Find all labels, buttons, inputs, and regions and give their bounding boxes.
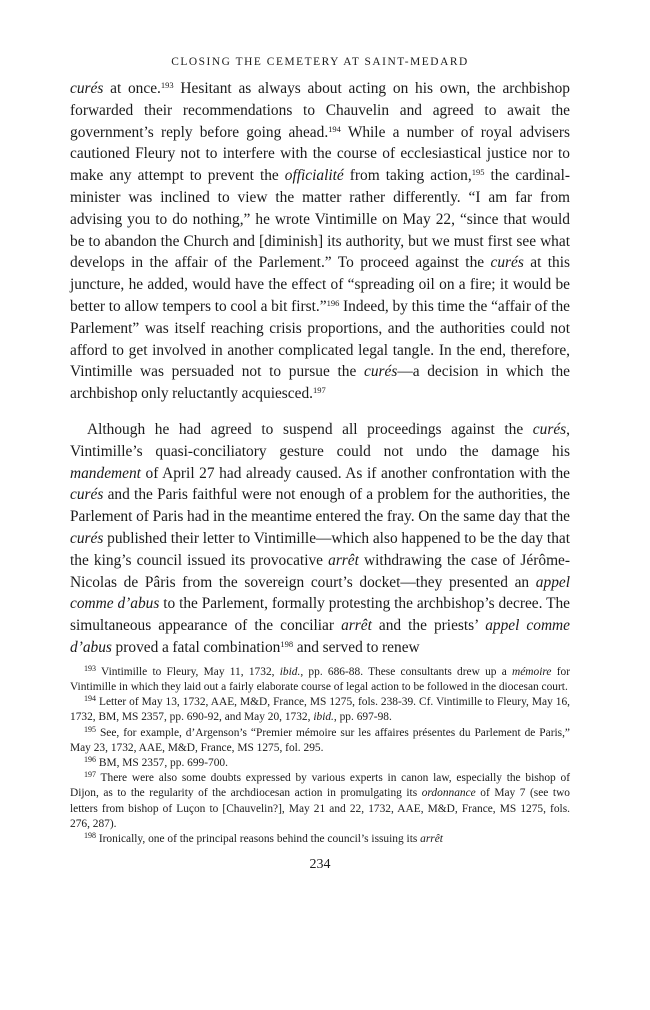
italic-term: curés xyxy=(532,420,567,438)
italic-term: curés xyxy=(70,80,104,97)
note-marker: 193 xyxy=(160,80,174,90)
italic-term: mandement xyxy=(70,464,141,482)
note-marker: 198 xyxy=(84,830,96,840)
note-marker: 196 xyxy=(326,297,340,308)
note-marker: 194 xyxy=(84,694,96,704)
note-marker: 198 xyxy=(280,638,294,649)
italic-term: appel comme d’abus xyxy=(70,573,570,613)
paragraph-1: curés at once.$^{193}$ Hesitant as always about acting on his own, the archbishop forwarded their recommendations to Chauvelin and agreed to await the government’s reply before going ahead.$^{194}$ While a number of royal advisers cautioned Fleury not to interfere with the course of ecclesiastical justice nor to make any attempt to prevent the officialité from taking action,$^{195}$ the cardinal-minister was inclined to view the matter rather differently. “I am far from advising you to do nothing,” he wrote Vintimille on May 22, “since that would be to abandon the Church and [diminish] its authority, but we must first see what develops in the affair of the Parlement.” To proceed against the curés at this juncture, he added, would have the effect of “spreading oil on a fire; it would be better to allow tempers to cool a bit first.”$^{196}$ Indeed, by this time the “affair of the Parlement” was itself reaching crisis proportions, and the authorities could not afford to get involved in another complicated legal tangle. In the end, therefore, Vintimille was persuaded not to pursue the curés—a decision in which the archbishop only reluctantly acquiesced.$^{197}$ xyxy=(70,80,571,403)
italic-term: ordonnance xyxy=(421,787,476,800)
note-marker: 197 xyxy=(313,385,326,396)
footnotes xyxy=(70,665,570,847)
footnote-195: $^{195}$ See, for example, d’Argenson’s “Premier mémoire sur les affaires présentes du Parlement de Paris,” May 23, 1732, AAE, M&D, France, MS 1275, fol. 295. xyxy=(70,724,570,754)
italic-term: curés xyxy=(490,254,524,272)
italic-term: officialité xyxy=(284,167,344,185)
note-marker: 195 xyxy=(471,167,485,178)
italic-term: arrêt xyxy=(341,617,372,635)
italic-term: curés xyxy=(70,486,104,504)
note-marker: 196 xyxy=(84,754,96,764)
italic-term: ibid. xyxy=(279,665,301,678)
italic-term: ibid. xyxy=(313,711,334,724)
paragraph-2: Although he had agreed to suspend all proceedings against the curés, Vintimille’s quasi-conciliatory gesture could not undo the damage his mandement of April 27 had already caused. As if another confrontation with the curés and the Paris faithful were not enough of a problem for the authorities, the Parlement of Paris had in the meantime entered the fray. On the same day that the curés published their letter to Vintimille—which also happened to be the day that the king’s council issued its provocative arrêt withdrawing the case of Jérôme-Nicolas de Pâris from the sovereign court’s docket—they presented an appel comme d’abus to the Parlement, formally protesting the archbishop’s decree. The simultaneous appearance of the conciliar arrêt and the priests’ appel comme d’abus proved a fatal combination$^{198}$ and served to renew xyxy=(70,420,571,656)
italic-term: appel comme d’abus xyxy=(70,617,571,656)
italic-term: mémoire xyxy=(512,665,552,678)
italic-term: curés xyxy=(70,529,104,547)
note-marker: 197 xyxy=(84,770,96,780)
page-number: 234 xyxy=(309,857,331,873)
note-marker: 195 xyxy=(84,724,96,734)
note-marker: 193 xyxy=(84,663,96,673)
footnote-197: $^{197}$ There were also some doubts expressed by various experts in canon law, especially the bishop of Dijon, as to the regularity of the archdiocesan action in promulgating its ordonnance of May 7 (see two letters from bishop of Luçon to [Chauvelin?], May 21 and 22, 1732, AAE, M&D, France, MS 1275, fols. 276, 287). xyxy=(70,770,570,830)
italic-term: curés xyxy=(363,363,398,381)
italic-term: arrêt xyxy=(420,832,443,845)
book-page xyxy=(70,52,570,873)
footnote-193: $^{193}$ Vintimille to Fleury, May 11, 1732, ibid., pp. 686-88. These consultants drew up a mémoire for Vintimille in which they laid out a fairly elaborate course of legal action to be followed in the diocesan court. xyxy=(70,663,570,693)
running-head: CLOSING THE CEMETERY AT SAINT-MEDARD xyxy=(171,56,469,68)
italic-term: arrêt xyxy=(328,551,359,569)
footnote-196: $^{196}$ BM, MS 2357, pp. 699-700. xyxy=(84,754,228,769)
footnote-198: $^{198}$ Ironically, one of the principal reasons behind the council’s issuing its arrêt xyxy=(84,830,443,845)
footnote-194: $^{194}$ Letter of May 13, 1732, AAE, M&D, France, MS 1275, fols. 238-39. Cf. Vintimille to Fleury, May 16, 1732, BM, MS 2357, pp. 690-92, and May 20, 1732, ibid., pp. 697-98. xyxy=(70,694,570,724)
note-marker: 194 xyxy=(328,123,341,134)
body-text xyxy=(70,78,570,659)
